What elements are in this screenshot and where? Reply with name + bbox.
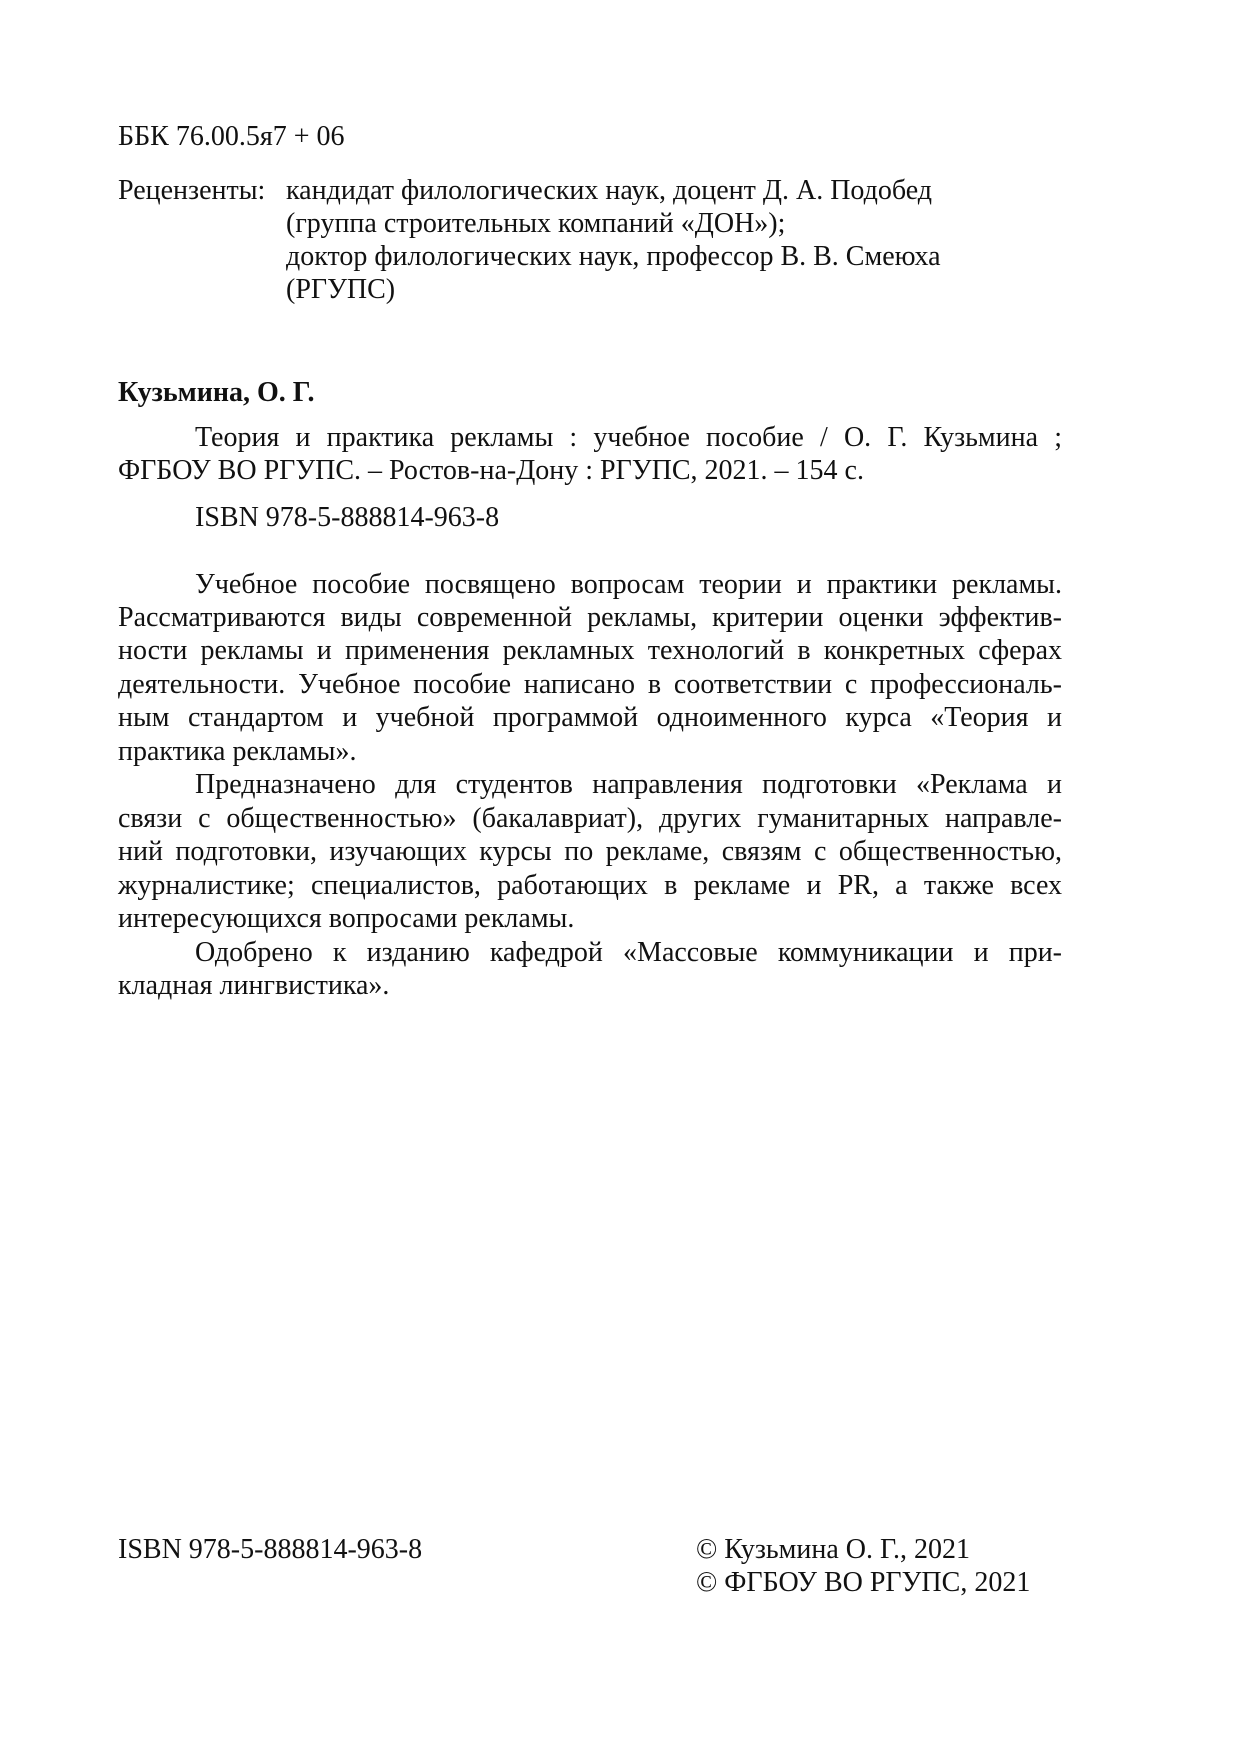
annotation-line: Предназначено для студентов направления подготовки «Реклама и — [195, 769, 1062, 800]
author-heading: Кузьмина, О. Г. — [118, 377, 315, 408]
bibliographic-line: ФГБОУ ВО РГУПС. – Ростов-на-Дону : РГУПС, 2021. – 154 с. — [118, 455, 864, 486]
copyright-line: © Кузьмина О. Г., 2021 — [696, 1534, 971, 1565]
reviewer-line: (РГУПС) — [286, 274, 396, 305]
annotation-line: журналистике; специалистов, работающих в рекламе и PR, а также всех — [118, 870, 1062, 901]
reviewer-line: доктор филологических наук, профессор В. В. Смеюха — [286, 241, 941, 272]
reviewer-line: кандидат филологических наук, доцент Д. А. Подобед — [286, 175, 933, 206]
reviewer-line: (группа строительных компаний «ДОН»); — [286, 208, 786, 239]
reviewers-label: Рецензенты: — [118, 175, 266, 206]
isbn-line: ISBN 978-5-888814-963-8 — [195, 502, 500, 533]
annotation-line: Учебное пособие посвящено вопросам теории и практики рекламы. — [195, 569, 1062, 600]
copyright-line: © ФГБОУ ВО РГУПС, 2021 — [696, 1567, 1031, 1598]
annotation-line: интересующихся вопросами рекламы. — [118, 903, 575, 934]
annotation-line: ности рекламы и применения рекламных технологий в конкретных сферах — [118, 635, 1062, 666]
annotation-line: ний подготовки, изучающих курсы по рекламе, связям с общественностью, — [118, 836, 1062, 867]
annotation-line: кладная лингвистика». — [118, 970, 390, 1001]
annotation-line: ным стандартом и учебной программой одноименного курса «Теория и — [118, 702, 1062, 733]
annotation-line: связи с общественностью» (бакалавриат), других гуманитарных направле- — [118, 803, 1062, 834]
bibliographic-line: Теория и практика рекламы : учебное пособие / О. Г. Кузьмина ; — [195, 422, 1062, 453]
annotation-line: Одобрено к изданию кафедрой «Массовые коммуникации и при- — [195, 937, 1062, 968]
footer-isbn: ISBN 978-5-888814-963-8 — [118, 1534, 423, 1565]
annotation-line: деятельности. Учебное пособие написано в соответствии с профессиональ- — [118, 669, 1062, 700]
annotation-line: Рассматриваются виды современной рекламы, критерии оценки эффектив- — [118, 602, 1062, 633]
bbk-code: ББК 76.00.5я7 + 06 — [118, 121, 345, 152]
annotation-line: практика рекламы». — [118, 736, 357, 767]
